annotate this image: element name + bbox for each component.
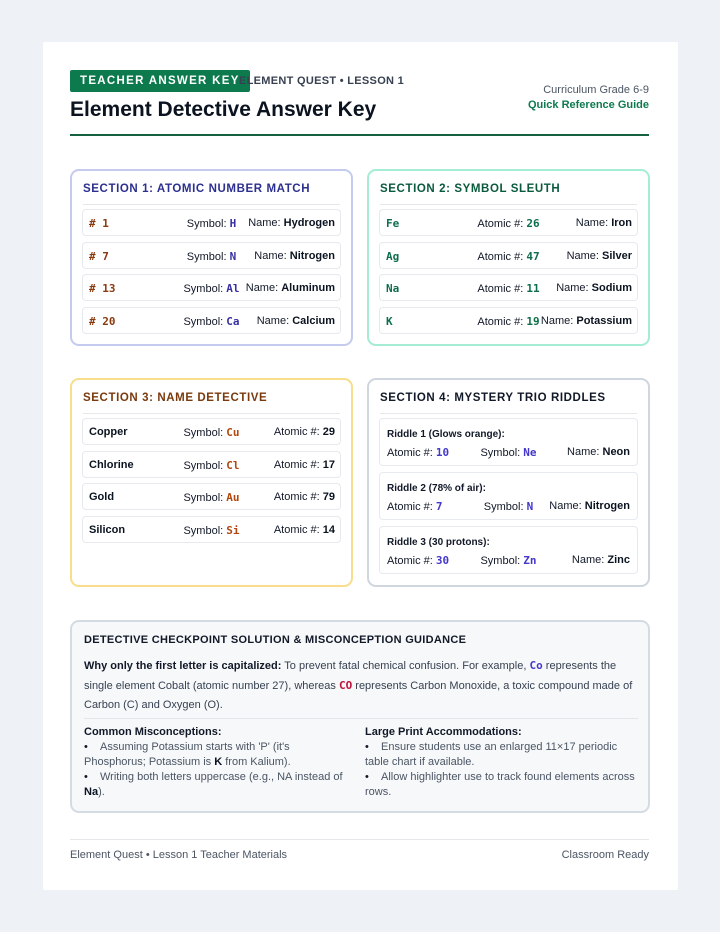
atomic-label: Atomic #: — [273, 523, 320, 536]
teacher-answer-key-badge: TEACHER ANSWER KEY — [70, 70, 250, 92]
atomic-number: # 20 — [89, 314, 116, 328]
element-name: Nitrogen — [584, 500, 630, 512]
explanation-text: To prevent fatal chemical confusion. For example, — [281, 660, 530, 672]
section-title: SECTION 4: MYSTERY TRIO RIDDLES — [380, 380, 637, 414]
answer-key-page — [43, 42, 678, 890]
name-label: Name: — [556, 282, 589, 294]
element-symbol: N — [229, 249, 237, 263]
misconception-guidance-panel — [70, 620, 650, 813]
element-symbol: Cu — [226, 426, 240, 439]
item-text: Ensure students use an enlarged 11×17 periodic table chart if available. — [365, 741, 618, 768]
explanation-lead: Why only the first letter is capitalized: — [84, 660, 282, 672]
page-footer — [70, 839, 649, 861]
symbol-label: Symbol: — [183, 283, 224, 295]
bullet: • — [84, 771, 88, 783]
atomic-label: Atomic #: — [477, 283, 524, 295]
name-label: Name: — [571, 554, 605, 566]
name-label: Name: — [567, 446, 600, 458]
table-row — [82, 418, 341, 445]
atomic-number: 30 — [435, 554, 450, 567]
table-row — [82, 274, 341, 301]
name-label: Name: — [540, 314, 574, 327]
list-item — [365, 770, 635, 800]
atomic-label: Atomic #: — [387, 447, 433, 459]
misconceptions-column — [84, 726, 354, 800]
element-symbol: N — [526, 500, 534, 513]
list-item — [84, 740, 354, 770]
element-symbol: H — [229, 217, 237, 230]
symbol-label: Symbol: — [483, 501, 524, 513]
atomic-label: Atomic #: — [273, 458, 320, 471]
element-symbol: Ne — [523, 446, 537, 459]
element-name: Copper — [89, 426, 128, 438]
name-label: Name: — [256, 314, 290, 327]
name-label: Name: — [549, 500, 582, 512]
footer-right: Classroom Ready — [561, 849, 649, 861]
section-title: SECTION 2: SYMBOL SLEUTH — [380, 171, 637, 205]
element-symbol: Cl — [226, 458, 240, 472]
riddle-card — [379, 526, 638, 574]
item-text: Allow highlighter use to track found elements across rows. — [365, 771, 635, 798]
item-text: ). — [98, 786, 105, 798]
atomic-number: 47 — [526, 249, 540, 263]
table-row — [82, 483, 341, 510]
section-mystery-trio-riddles — [367, 378, 650, 587]
symbol-label: Symbol: — [183, 524, 224, 537]
element-name: Nitrogen — [289, 249, 335, 262]
atomic-number: 11 — [526, 282, 540, 295]
section-symbol-sleuth — [367, 169, 650, 346]
atomic-label: Atomic #: — [477, 218, 524, 230]
item-text: Writing both letters uppercase (e.g., NA instead of — [100, 771, 343, 783]
element-symbol: Ca — [226, 314, 240, 328]
item-emphasis: Na — [84, 786, 99, 798]
atomic-label: Atomic #: — [273, 491, 320, 503]
section-atomic-number-match — [70, 169, 353, 346]
accommodations-column — [365, 726, 635, 800]
symbol-label: Symbol: — [183, 315, 224, 328]
element-name: Iron — [611, 217, 632, 229]
element-name: Sodium — [591, 282, 632, 294]
atomic-number: 29 — [322, 426, 335, 438]
element-symbol: Al — [226, 282, 240, 295]
atomic-number: 19 — [526, 314, 540, 328]
capitalization-explanation — [84, 656, 638, 715]
guidance-title: DETECTIVE CHECKPOINT SOLUTION & MISCONCEPTION GUIDANCE — [84, 634, 467, 646]
list-item — [365, 740, 635, 770]
list-item — [84, 770, 354, 800]
table-row — [379, 242, 638, 269]
curriculum-grade: Curriculum Grade 6-9 — [543, 84, 649, 96]
riddle-title: Riddle 1 (Glows orange): — [387, 429, 505, 440]
quick-reference-label: Quick Reference Guide — [527, 99, 649, 111]
element-name: Chlorine — [89, 458, 134, 471]
element-name: Silver — [602, 249, 632, 262]
name-label: Name: — [575, 217, 609, 229]
element-name: Silicon — [89, 523, 126, 536]
section-title: SECTION 3: NAME DETECTIVE — [83, 380, 340, 414]
item-emphasis: K — [214, 756, 223, 768]
item-text: from Kalium). — [222, 756, 291, 768]
table-row — [82, 209, 341, 236]
element-symbol: K — [386, 314, 393, 328]
element-symbol: Zn — [523, 554, 537, 567]
element-symbol: Au — [226, 491, 240, 504]
explanation-text: represents the single element Cobalt (atomic number 27), whereas — [84, 660, 617, 692]
carbon-monoxide-formula: CO — [338, 679, 353, 692]
atomic-label: Atomic #: — [477, 250, 524, 263]
atomic-number: # 13 — [89, 282, 116, 295]
name-label: Name: — [254, 249, 287, 262]
page-title: Element Detective Answer Key — [70, 98, 377, 121]
riddle-title: Riddle 3 (30 protons): — [387, 537, 490, 548]
section-title: SECTION 1: ATOMIC NUMBER MATCH — [83, 171, 340, 205]
table-row — [82, 307, 341, 334]
table-row — [379, 274, 638, 301]
cobalt-symbol: Co — [529, 659, 543, 672]
atomic-label: Atomic #: — [387, 501, 433, 513]
lesson-label: ELEMENT QUEST • LESSON 1 — [239, 75, 405, 87]
element-name: Hydrogen — [283, 217, 335, 229]
element-name: Potassium — [576, 314, 632, 327]
element-name: Zinc — [607, 554, 630, 566]
bullet: • — [365, 771, 369, 783]
page-header — [70, 70, 649, 136]
atomic-number: 26 — [526, 217, 540, 230]
atomic-number: 79 — [322, 491, 335, 503]
element-name: Aluminum — [281, 282, 335, 294]
symbol-label: Symbol: — [183, 492, 224, 504]
atomic-label: Atomic #: — [273, 426, 320, 438]
explanation-text: represents Carbon Monoxide, a toxic compound made of Carbon (C) and Oxygen (O). — [84, 680, 633, 711]
element-symbol: Fe — [386, 217, 400, 230]
name-label: Name: — [566, 249, 599, 262]
atomic-number: 7 — [435, 500, 443, 513]
element-symbol: Si — [226, 523, 240, 537]
symbol-label: Symbol: — [186, 218, 227, 230]
table-row — [379, 209, 638, 236]
atomic-number: 17 — [322, 458, 335, 471]
divider — [84, 718, 638, 719]
table-row — [379, 307, 638, 334]
symbol-label: Symbol: — [480, 555, 521, 567]
bullet: • — [84, 741, 88, 753]
misconceptions-title: Common Misconceptions: — [84, 726, 222, 738]
symbol-label: Symbol: — [183, 459, 224, 472]
name-label: Name: — [245, 282, 279, 294]
name-label: Name: — [248, 217, 281, 229]
riddle-card — [379, 472, 638, 520]
table-row — [82, 516, 341, 543]
element-symbol: Na — [386, 282, 400, 295]
symbol-label: Symbol: — [480, 447, 521, 459]
atomic-label: Atomic #: — [387, 555, 433, 567]
element-symbol: Ag — [386, 249, 400, 263]
riddle-title: Riddle 2 (78% of air): — [387, 483, 486, 494]
symbol-label: Symbol: — [186, 250, 227, 263]
section-name-detective — [70, 378, 353, 587]
atomic-number: 14 — [322, 523, 335, 536]
atomic-label: Atomic #: — [477, 315, 524, 328]
symbol-label: Symbol: — [183, 427, 224, 439]
riddle-card — [379, 418, 638, 466]
element-name: Gold — [89, 491, 115, 503]
bullet: • — [365, 741, 369, 753]
atomic-number: 10 — [435, 446, 450, 459]
element-name: Calcium — [292, 314, 335, 327]
footer-left: Element Quest • Lesson 1 Teacher Materials — [70, 849, 288, 861]
element-name: Neon — [602, 446, 630, 458]
atomic-number: # 1 — [89, 217, 109, 230]
table-row — [82, 451, 341, 478]
atomic-number: # 7 — [89, 249, 109, 263]
item-text: Assuming Potassium starts with 'P' (it's Phosphorus; Potassium is — [84, 741, 290, 768]
table-row — [82, 242, 341, 269]
accommodations-title: Large Print Accommodations: — [365, 726, 522, 738]
